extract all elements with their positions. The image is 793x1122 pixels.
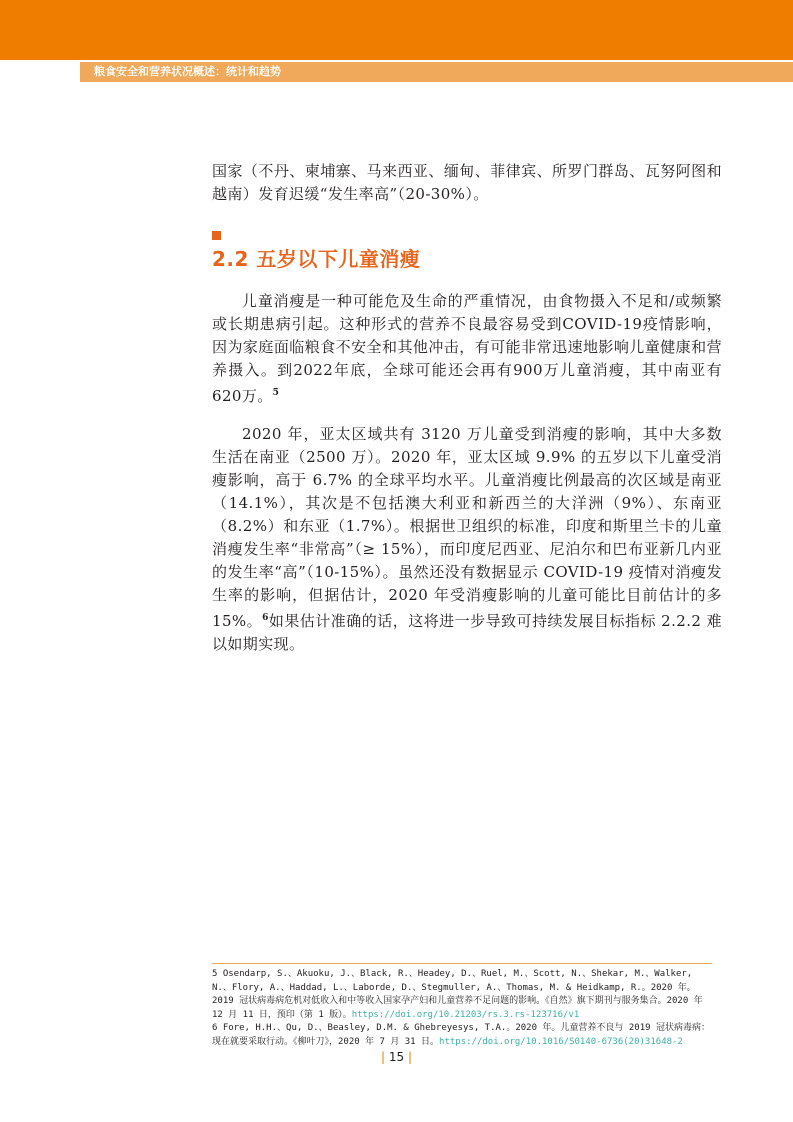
footnote-ref-6[interactable]: 6 xyxy=(262,613,269,623)
footnote-ref-5[interactable]: 5 xyxy=(272,388,280,398)
running-header: 粮食安全和营养状况概述：统计和趋势 xyxy=(80,62,793,82)
page-number-value: 15 xyxy=(388,1050,405,1064)
paragraph-1-text: 儿童消瘦是一种可能危及生命的严重情况，由食物摄入不足和/或频繁或长期患病引起。这种形式的营养不良最容易受到COVID-19疫情影响，因为家庭面临粮食不安全和其他冲击，有可能非常迅速地影响儿童健康和营养摄入。到2022年底，全球可能还会再有900万儿童消瘦，其中南亚有620万。 xyxy=(212,292,722,405)
footnote-6-text: 6 Fore, H.H.、Qu, D.、Beasley, D.M. & Ghebreyesys, T.A.。2020 年。儿童营养不良与 2019 冠状病毒病：现在就要采取行动。《柳叶刀》，2020 年 7 月 31 日。 xyxy=(212,1023,710,1047)
footnote-5-link[interactable]: https://doi.org/10.21203/rs.3.rs-123716/v1 xyxy=(351,1009,580,1020)
footnote-5 xyxy=(212,968,717,1022)
paragraph-wasting-definition xyxy=(212,290,722,408)
top-color-band xyxy=(0,0,793,60)
footnote-divider xyxy=(212,963,712,964)
section-heading: 2.2 五岁以下儿童消瘦 xyxy=(212,247,421,271)
footnote-5-text: 5 Osendarp, S.、Akuoku, J.、Black, R.、Headey, D.、Ruel, M.、Scott, N.、Shekar, M.、Walker, N.、Flory, A.、Haddad, L.、Laborde, D.、Stegmuller, A.、Thomas, M. & Heidkamp, R.。2020 年。2019 冠状病毒病危机对低收入和中等收入国家孕产妇和儿童营养不足问题的影响。《自然》旗下期刊与服务集合。2020 年 12 月 11 日，预印（第 1 版）。 xyxy=(212,969,703,1020)
page-number xyxy=(380,1050,413,1064)
intro-block xyxy=(212,160,722,206)
intro-paragraph: 国家（不丹、柬埔寨、马来西亚、缅甸、菲律宾、所罗门群岛、瓦努阿图和越南）发育迟缓“发生率高”（20-30%）。 xyxy=(212,162,722,203)
page-number-left-bar: | xyxy=(381,1050,389,1064)
footnote-6-link[interactable]: https://doi.org/10.1016/S0140-6736(20)31648-2 xyxy=(439,1036,683,1047)
footnotes xyxy=(212,968,717,1049)
paragraph-regional-wasting xyxy=(212,423,722,656)
heading-marker xyxy=(212,231,221,240)
paragraph-2-tail: 如果估计准确的话，这将进一步导致可持续发展目标指标 2.2.2 难以如期实现。 xyxy=(212,612,722,653)
section-body xyxy=(212,290,722,656)
footnote-6 xyxy=(212,1022,717,1049)
paragraph-2-text: 2020 年，亚太区域共有 3120 万儿童受到消瘦的影响，其中大多数生活在南亚（2500 万）。2020 年，亚太区域 9.9% 的五岁以下儿童受消瘦影响，高于 6.7% 的全球平均水平。儿童消瘦比例最高的次区域是南亚（14.1%），其次是不包括澳大利亚和新西兰的大洋洲（9%）、东南亚（8.2%）和东亚（1.7%）。根据世卫组织的标准，印度和斯里兰卡的儿童消瘦发生率“非常高”（≥ 15%），而印度尼西亚、尼泊尔和巴布亚新几内亚的发生率“高”（10-15%）。虽然还没有数据显示 COVID-19 疫情对消瘦发生率的影响，但据估计，2020 年受消瘦影响的儿童可能比目前估计的多 15%。 xyxy=(212,425,722,630)
page-number-right-bar: | xyxy=(404,1050,412,1064)
